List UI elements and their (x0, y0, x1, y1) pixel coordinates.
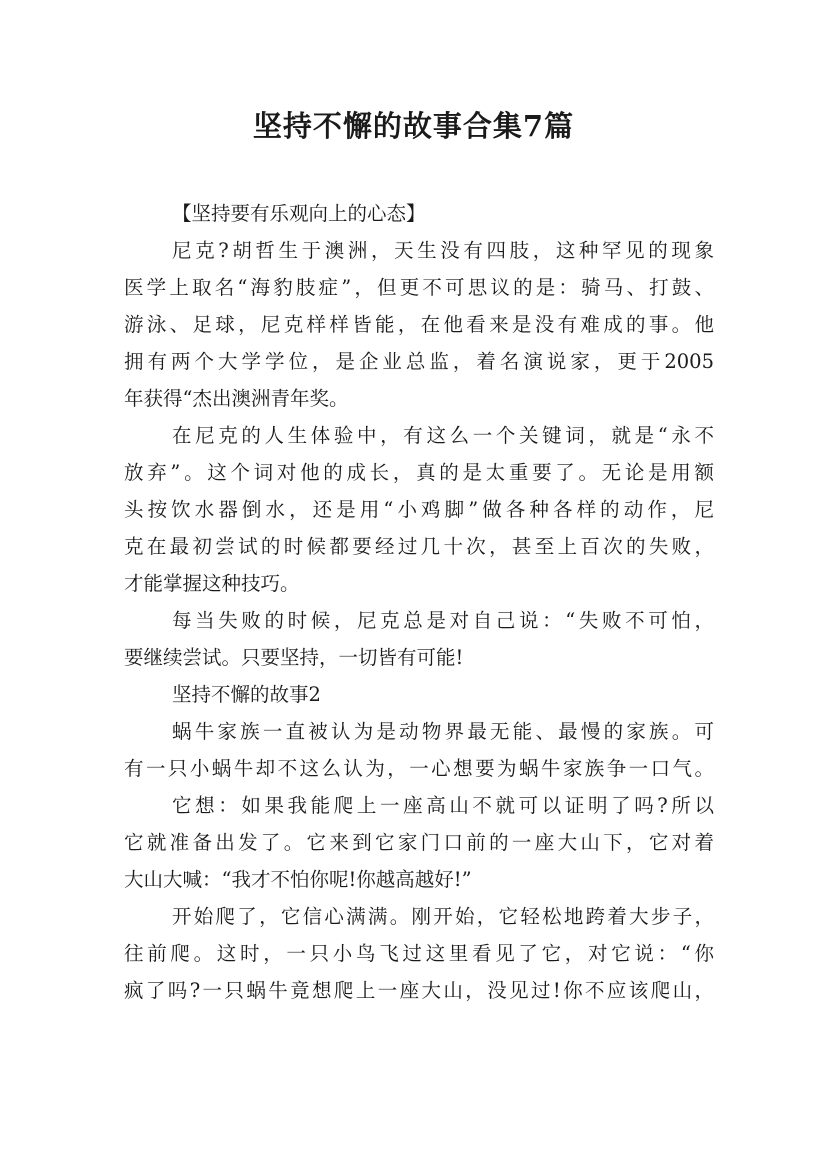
text-line: 放弃”。这个词对他的成长，真的是太重要了。无论是用额 (124, 461, 714, 484)
text-line: 拥有两个大学学位，是企业总监，着名演说家，更于2005 (124, 350, 714, 373)
text-line: 蜗牛家族一直被认为是动物界最无能、最慢的家族。可 (172, 720, 714, 743)
text-line: 往前爬。这时，一只小鸟飞过这里看见了它，对它说：“你 (124, 942, 714, 965)
document-title: 坚持不懈的故事合集7篇 (252, 109, 575, 143)
text-line: 有一只小蜗牛却不这么认为，一心想要为蜗牛家族争一口气。 (124, 757, 714, 780)
text-line: 才能掌握这种技巧。 (124, 572, 300, 595)
text-line: 大山大喊：“我才不怕你呢!你越高越好!” (124, 868, 472, 891)
text-line: 坚持不懈的故事2 (172, 683, 321, 706)
text-line: 疯了吗?一只蜗牛竟想爬上一座大山，没见过!你不应该爬山， (124, 979, 714, 1002)
text-line: 每当失败的时候，尼克总是对自己说：“失败不可怕， (172, 609, 714, 632)
text-line: 尼克?胡哲生于澳洲，天生没有四肢，这种罕见的现象 (172, 239, 714, 262)
document-body (124, 195, 714, 1009)
text-line: 它想：如果我能爬上一座高山不就可以证明了吗?所以 (172, 794, 714, 817)
text-line: 在尼克的人生体验中，有这么一个关键词，就是“永不 (172, 424, 714, 447)
text-line: 克在最初尝试的时候都要经过几十次，甚至上百次的失败， (124, 535, 714, 558)
text-line: 头按饮水器倒水，还是用“小鸡脚”做各种各样的动作，尼 (124, 498, 714, 521)
text-line: 要继续尝试。只要坚持，一切皆有可能! (124, 646, 464, 669)
text-line: 【坚持要有乐观向上的心态】 (172, 202, 426, 225)
text-line: 医学上取名“海豹肢症”，但更不可思议的是：骑马、打鼓、 (124, 276, 714, 299)
text-line: 开始爬了，它信心满满。刚开始，它轻松地跨着大步子， (172, 905, 714, 928)
text-line: 它就准备出发了。它来到它家门口前的一座大山下，它对着 (124, 831, 714, 854)
text-line: 年获得“杰出澳洲青年奖。 (124, 387, 349, 410)
text-line: 游泳、足球，尼克样样皆能，在他看来是没有难成的事。他 (124, 313, 714, 336)
